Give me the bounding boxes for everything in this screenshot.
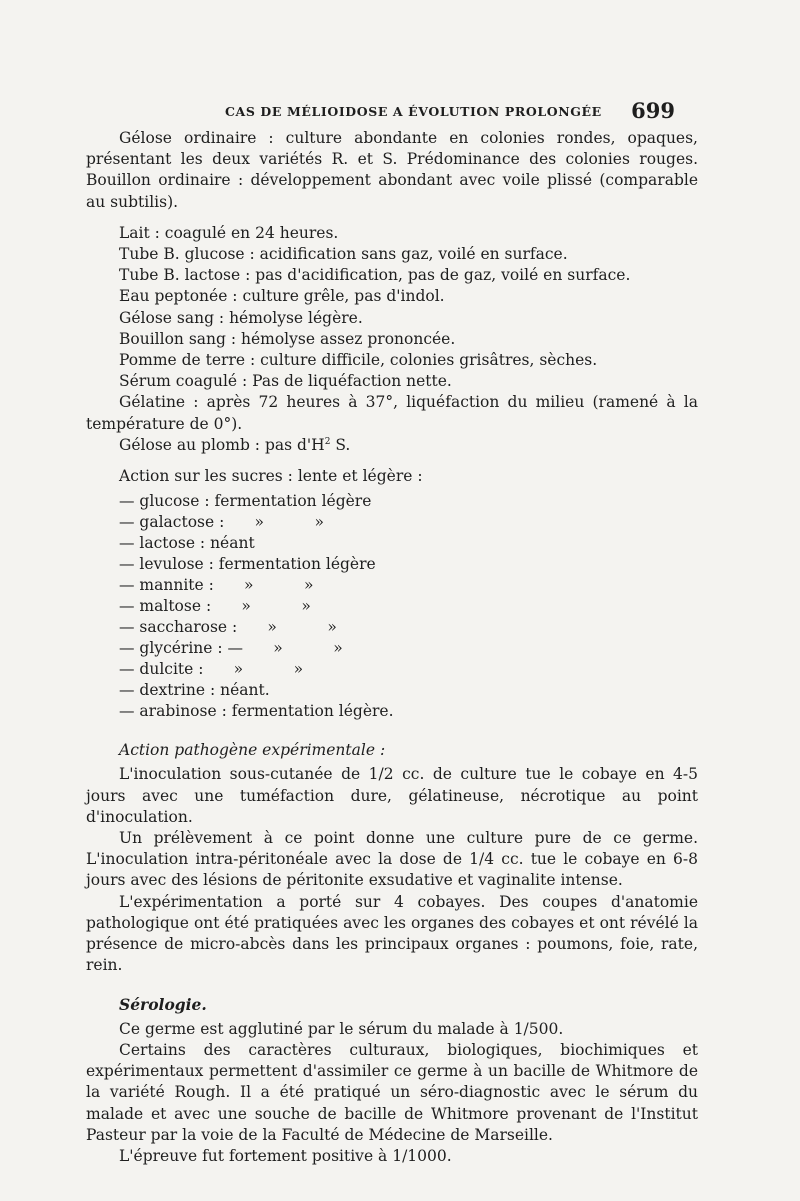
ditto-mark: » — [254, 513, 264, 532]
sugar-name: — lactose : néant — [119, 534, 255, 553]
ditto-mark: » — [273, 639, 283, 658]
ditto-mark: » — [293, 660, 304, 679]
sugar-name: — levulose : fermentation légère — [119, 555, 376, 574]
culture-lactose: Tube B. lactose : pas d'acidification, pas de gaz, voilé en surface. — [119, 266, 631, 285]
culture-eau-peptonee: Eau peptonée : culture grêle, pas d'indol. — [119, 287, 445, 306]
sugar-list-item — [119, 701, 698, 722]
pathogenic-title: Action pathogène expérimentale : — [119, 741, 386, 760]
plomb-text-post: S. — [330, 435, 351, 454]
serology-paragraph-1: Ce germe est agglutiné par le sérum du malade à 1/500. — [119, 1019, 564, 1038]
pathogenic-paragraph-3: L'expérimentation a porté sur 4 cobayes. Des coupes d'anatomie pathologique ont été pratiquées avec les organes des cobayes et ont révélé la présence de micro-abcès dans les principaux organes : poumons, foie, rate, rein. — [86, 892, 698, 975]
sugar-name: — mannite : — [119, 576, 214, 595]
sugar-name: — dulcite : — [119, 660, 204, 679]
ditto-mark: » — [333, 639, 343, 658]
sugar-name: — dextrine : néant. — [119, 681, 270, 700]
sugar-list-item — [119, 659, 698, 680]
pathogenic-paragraph-2: Un prélèvement à ce point donne une culture pure de ce germe. L'inoculation intra-péritonéale avec la dose de 1/4 cc. tue le cobaye en 6-8 jours avec des lésions de péritonite exsudative et vaginalite intense. — [86, 829, 698, 890]
sugar-name: — maltose : — [119, 597, 212, 616]
sugar-name: — saccharose : — [119, 618, 238, 637]
culture-paragraph-gelose: Gélose ordinaire : culture abondante en colonies rondes, opaques, présentant les deux variétés R. et S. Prédominance des colonies rouges. Bouillon ordinaire : développement abondant avec voile plissé (comparable au subtilis). — [86, 129, 698, 211]
ditto-mark: » — [267, 618, 277, 637]
ditto-mark: » — [244, 576, 254, 595]
sugar-list-item — [119, 512, 698, 533]
culture-gelose-plomb — [86, 435, 698, 456]
sugar-list-item — [119, 491, 698, 512]
sugar-name: — arabinose : fermentation légère. — [119, 702, 394, 721]
culture-serum: Sérum coagulé : Pas de liquéfaction nette. — [119, 372, 452, 391]
ditto-mark: » — [314, 513, 324, 532]
sugars-intro: Action sur les sucres : lente et légère : — [119, 467, 423, 486]
page-body — [86, 128, 698, 1167]
ditto-mark: » — [304, 576, 314, 595]
serology-title: Sérologie. — [119, 995, 207, 1015]
ditto-mark: » — [301, 597, 311, 616]
sugar-list — [119, 491, 698, 722]
serology-paragraph-3: L'épreuve fut fortement positive à 1/1000. — [119, 1146, 452, 1165]
page-header — [225, 98, 675, 128]
culture-gelose-sang: Gélose sang : hémolyse légère. — [119, 308, 363, 327]
ditto-mark: » — [233, 660, 244, 679]
sugar-list-item — [119, 596, 698, 617]
culture-bouillon-sang: Bouillon sang : hémolyse assez prononcée. — [119, 329, 456, 348]
sugar-list-item — [119, 638, 698, 659]
sugar-list-item — [119, 575, 698, 596]
culture-lait: Lait : coagulé en 24 heures. — [119, 223, 339, 242]
culture-glucose: Tube B. glucose : acidification sans gaz, voilé en surface. — [119, 245, 568, 264]
pathogenic-paragraph-1: L'inoculation sous-cutanée de 1/2 cc. de culture tue le cobaye en 4-5 jours avec une tuméfaction dure, gélatineuse, nécrotique au point d'inoculation. — [86, 765, 698, 826]
page-number: 699 — [631, 98, 675, 123]
ditto-mark: » — [241, 597, 251, 616]
sugar-name: — glycérine : — — [119, 639, 244, 658]
sugar-list-item — [119, 680, 698, 701]
sugar-list-item — [119, 617, 698, 638]
sugar-name: — glucose : fermentation légère — [119, 492, 372, 511]
culture-gelatine: Gélatine : après 72 heures à 37°, liquéfaction du milieu (ramené à la température de 0°). — [86, 393, 698, 433]
running-title: CAS DE MÉLIOIDOSE A ÉVOLUTION PROLONGÉE — [225, 104, 602, 119]
sugar-list-item — [119, 533, 698, 554]
sugar-name: — galactose : — [119, 513, 225, 532]
serology-paragraph-2: Certains des caractères culturaux, biologiques, biochimiques et expérimentaux permettent d'assimiler ce germe à un bacille de Whitmore de la variété Rough. Il a été pratiqué un séro-diagnostic avec le sérum du malade et avec une souche de bacille de Whitmore provenant de l'Institut Pasteur par la voie de la Faculté de Médecine de Marseille. — [86, 1040, 698, 1144]
plomb-text-pre: Gélose au plomb : pas d'H — [119, 435, 325, 454]
sugar-list-item — [119, 554, 698, 575]
plomb-superscript: 2 — [324, 436, 331, 447]
culture-pomme-de-terre: Pomme de terre : culture difficile, colonies grisâtres, sèches. — [119, 351, 598, 370]
ditto-mark: » — [327, 618, 337, 637]
